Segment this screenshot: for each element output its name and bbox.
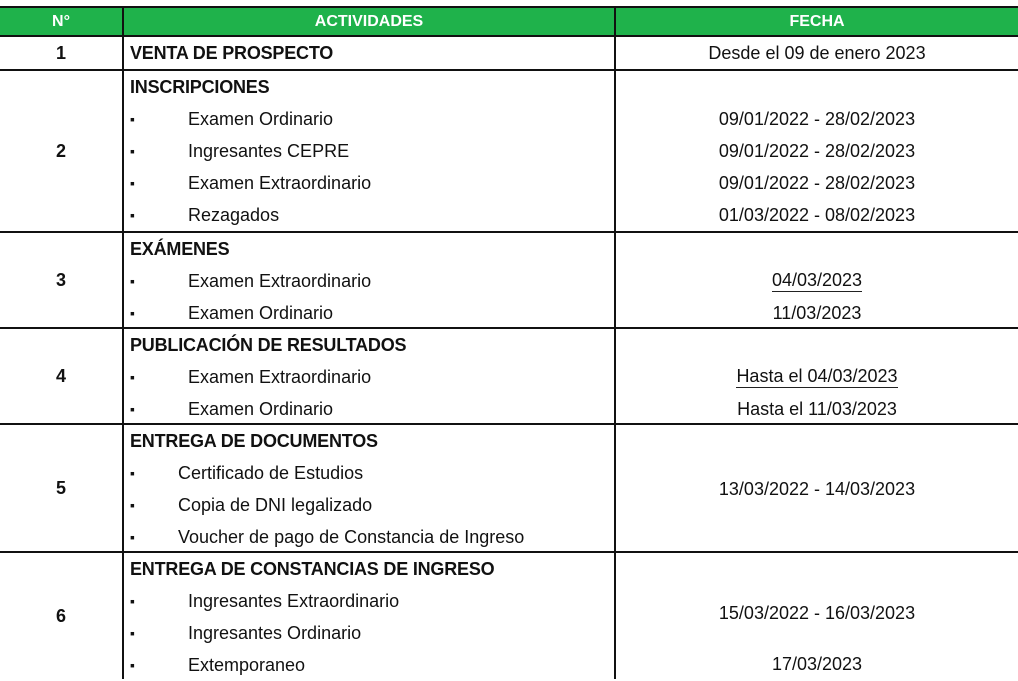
- list-item: [124, 265, 614, 297]
- bullet-icon: ▪: [130, 529, 135, 545]
- list-item: [124, 617, 614, 649]
- group-activities: [124, 71, 616, 231]
- group-activities: [124, 425, 616, 551]
- item-label: Extemporaneo: [188, 654, 306, 675]
- item-label: Examen Ordinario: [188, 302, 334, 323]
- group-title: VENTA DE PROSPECTO: [130, 42, 334, 63]
- list-item: [124, 361, 614, 393]
- list-item: [124, 393, 614, 425]
- list-item: [124, 103, 614, 135]
- item-label: Examen Extraordinario: [188, 366, 372, 387]
- list-item: [124, 167, 614, 199]
- group-dates: [616, 71, 1018, 231]
- group-title: EXÁMENES: [130, 238, 230, 259]
- item-label: Copia de DNI legalizado: [178, 494, 373, 515]
- date-cell: Hasta el 04/03/2023: [736, 366, 898, 386]
- group-activities: [124, 329, 616, 423]
- item-label: Ingresantes CEPRE: [188, 140, 350, 161]
- group-title: PUBLICACIÓN DE RESULTADOS: [130, 334, 407, 355]
- bullet-icon: ▪: [130, 175, 135, 191]
- header-number: N°: [0, 8, 124, 35]
- date-cell: 17/03/2023: [771, 653, 863, 674]
- group-dates: [616, 425, 1018, 551]
- group-activities: [124, 233, 616, 327]
- bullet-icon: ▪: [130, 369, 135, 385]
- group-title: ENTREGA DE DOCUMENTOS: [130, 430, 378, 451]
- group-3: [0, 233, 1018, 329]
- bullet-icon: ▪: [130, 465, 135, 481]
- list-item: [124, 585, 614, 617]
- group-activities: [124, 37, 616, 69]
- item-label: Examen Ordinario: [188, 108, 334, 129]
- group-number: 2: [0, 71, 124, 231]
- date-cell: 13/03/2022 - 14/03/2023: [718, 478, 916, 499]
- date-cell: 15/03/2022 - 16/03/2023: [718, 602, 916, 623]
- group-title: ENTREGA DE CONSTANCIAS DE INGRESO: [130, 558, 495, 579]
- bullet-icon: ▪: [130, 207, 135, 223]
- bullet-icon: ▪: [130, 401, 135, 417]
- date-cell: Desde el 09 de enero 2023: [708, 42, 926, 63]
- group-number: 5: [0, 425, 124, 551]
- group-1: [0, 37, 1018, 71]
- date-cell: 11/03/2023: [772, 302, 862, 323]
- bullet-icon: ▪: [130, 657, 135, 673]
- group-dates: [616, 329, 1018, 423]
- bullet-icon: ▪: [130, 111, 135, 127]
- bullet-icon: ▪: [130, 143, 135, 159]
- group-4: [0, 329, 1018, 425]
- group-6: [0, 553, 1018, 679]
- group-number: 1: [0, 37, 124, 69]
- group-number: 3: [0, 233, 124, 327]
- header-date: FECHA: [789, 12, 845, 30]
- item-label: Rezagados: [188, 204, 280, 225]
- table-body: [0, 37, 1018, 679]
- group-dates: [616, 37, 1018, 69]
- item-label: Examen Ordinario: [188, 398, 334, 419]
- group-number: 6: [0, 553, 124, 679]
- group-dates: [616, 553, 1018, 679]
- list-item: [124, 457, 614, 489]
- item-label: Examen Extraordinario: [188, 172, 372, 193]
- group-2: [0, 71, 1018, 233]
- list-item: [124, 199, 614, 231]
- date-cell: 01/03/2022 - 08/02/2023: [718, 204, 916, 225]
- group-title: INSCRIPCIONES: [130, 76, 270, 97]
- group-number: 4: [0, 329, 124, 423]
- item-label: Ingresantes Extraordinario: [188, 590, 400, 611]
- item-label: Examen Extraordinario: [188, 270, 372, 291]
- group-dates: [616, 233, 1018, 327]
- group-5: [0, 425, 1018, 553]
- date-cell: Hasta el 11/03/2023: [737, 398, 897, 419]
- header-activities: ACTIVIDADES: [124, 8, 616, 35]
- date-cell: 09/01/2022 - 28/02/2023: [718, 108, 916, 129]
- bullet-icon: ▪: [130, 625, 135, 641]
- item-label: Voucher de pago de Constancia de Ingreso: [178, 526, 525, 547]
- table-header: [0, 6, 1018, 37]
- item-label: Ingresantes Ordinario: [188, 622, 362, 643]
- list-item: [124, 489, 614, 521]
- bullet-icon: ▪: [130, 593, 135, 609]
- list-item: [124, 135, 614, 167]
- date-cell: 04/03/2023: [771, 270, 863, 290]
- list-item: [124, 649, 614, 681]
- list-item: [124, 521, 614, 553]
- list-item: [124, 297, 614, 329]
- bullet-icon: ▪: [130, 273, 135, 289]
- item-label: Certificado de Estudios: [178, 462, 364, 483]
- bullet-icon: ▪: [130, 305, 135, 321]
- date-cell: 09/01/2022 - 28/02/2023: [718, 140, 916, 161]
- group-activities: [124, 553, 616, 679]
- bullet-icon: ▪: [130, 497, 135, 513]
- date-cell: 09/01/2022 - 28/02/2023: [718, 172, 916, 193]
